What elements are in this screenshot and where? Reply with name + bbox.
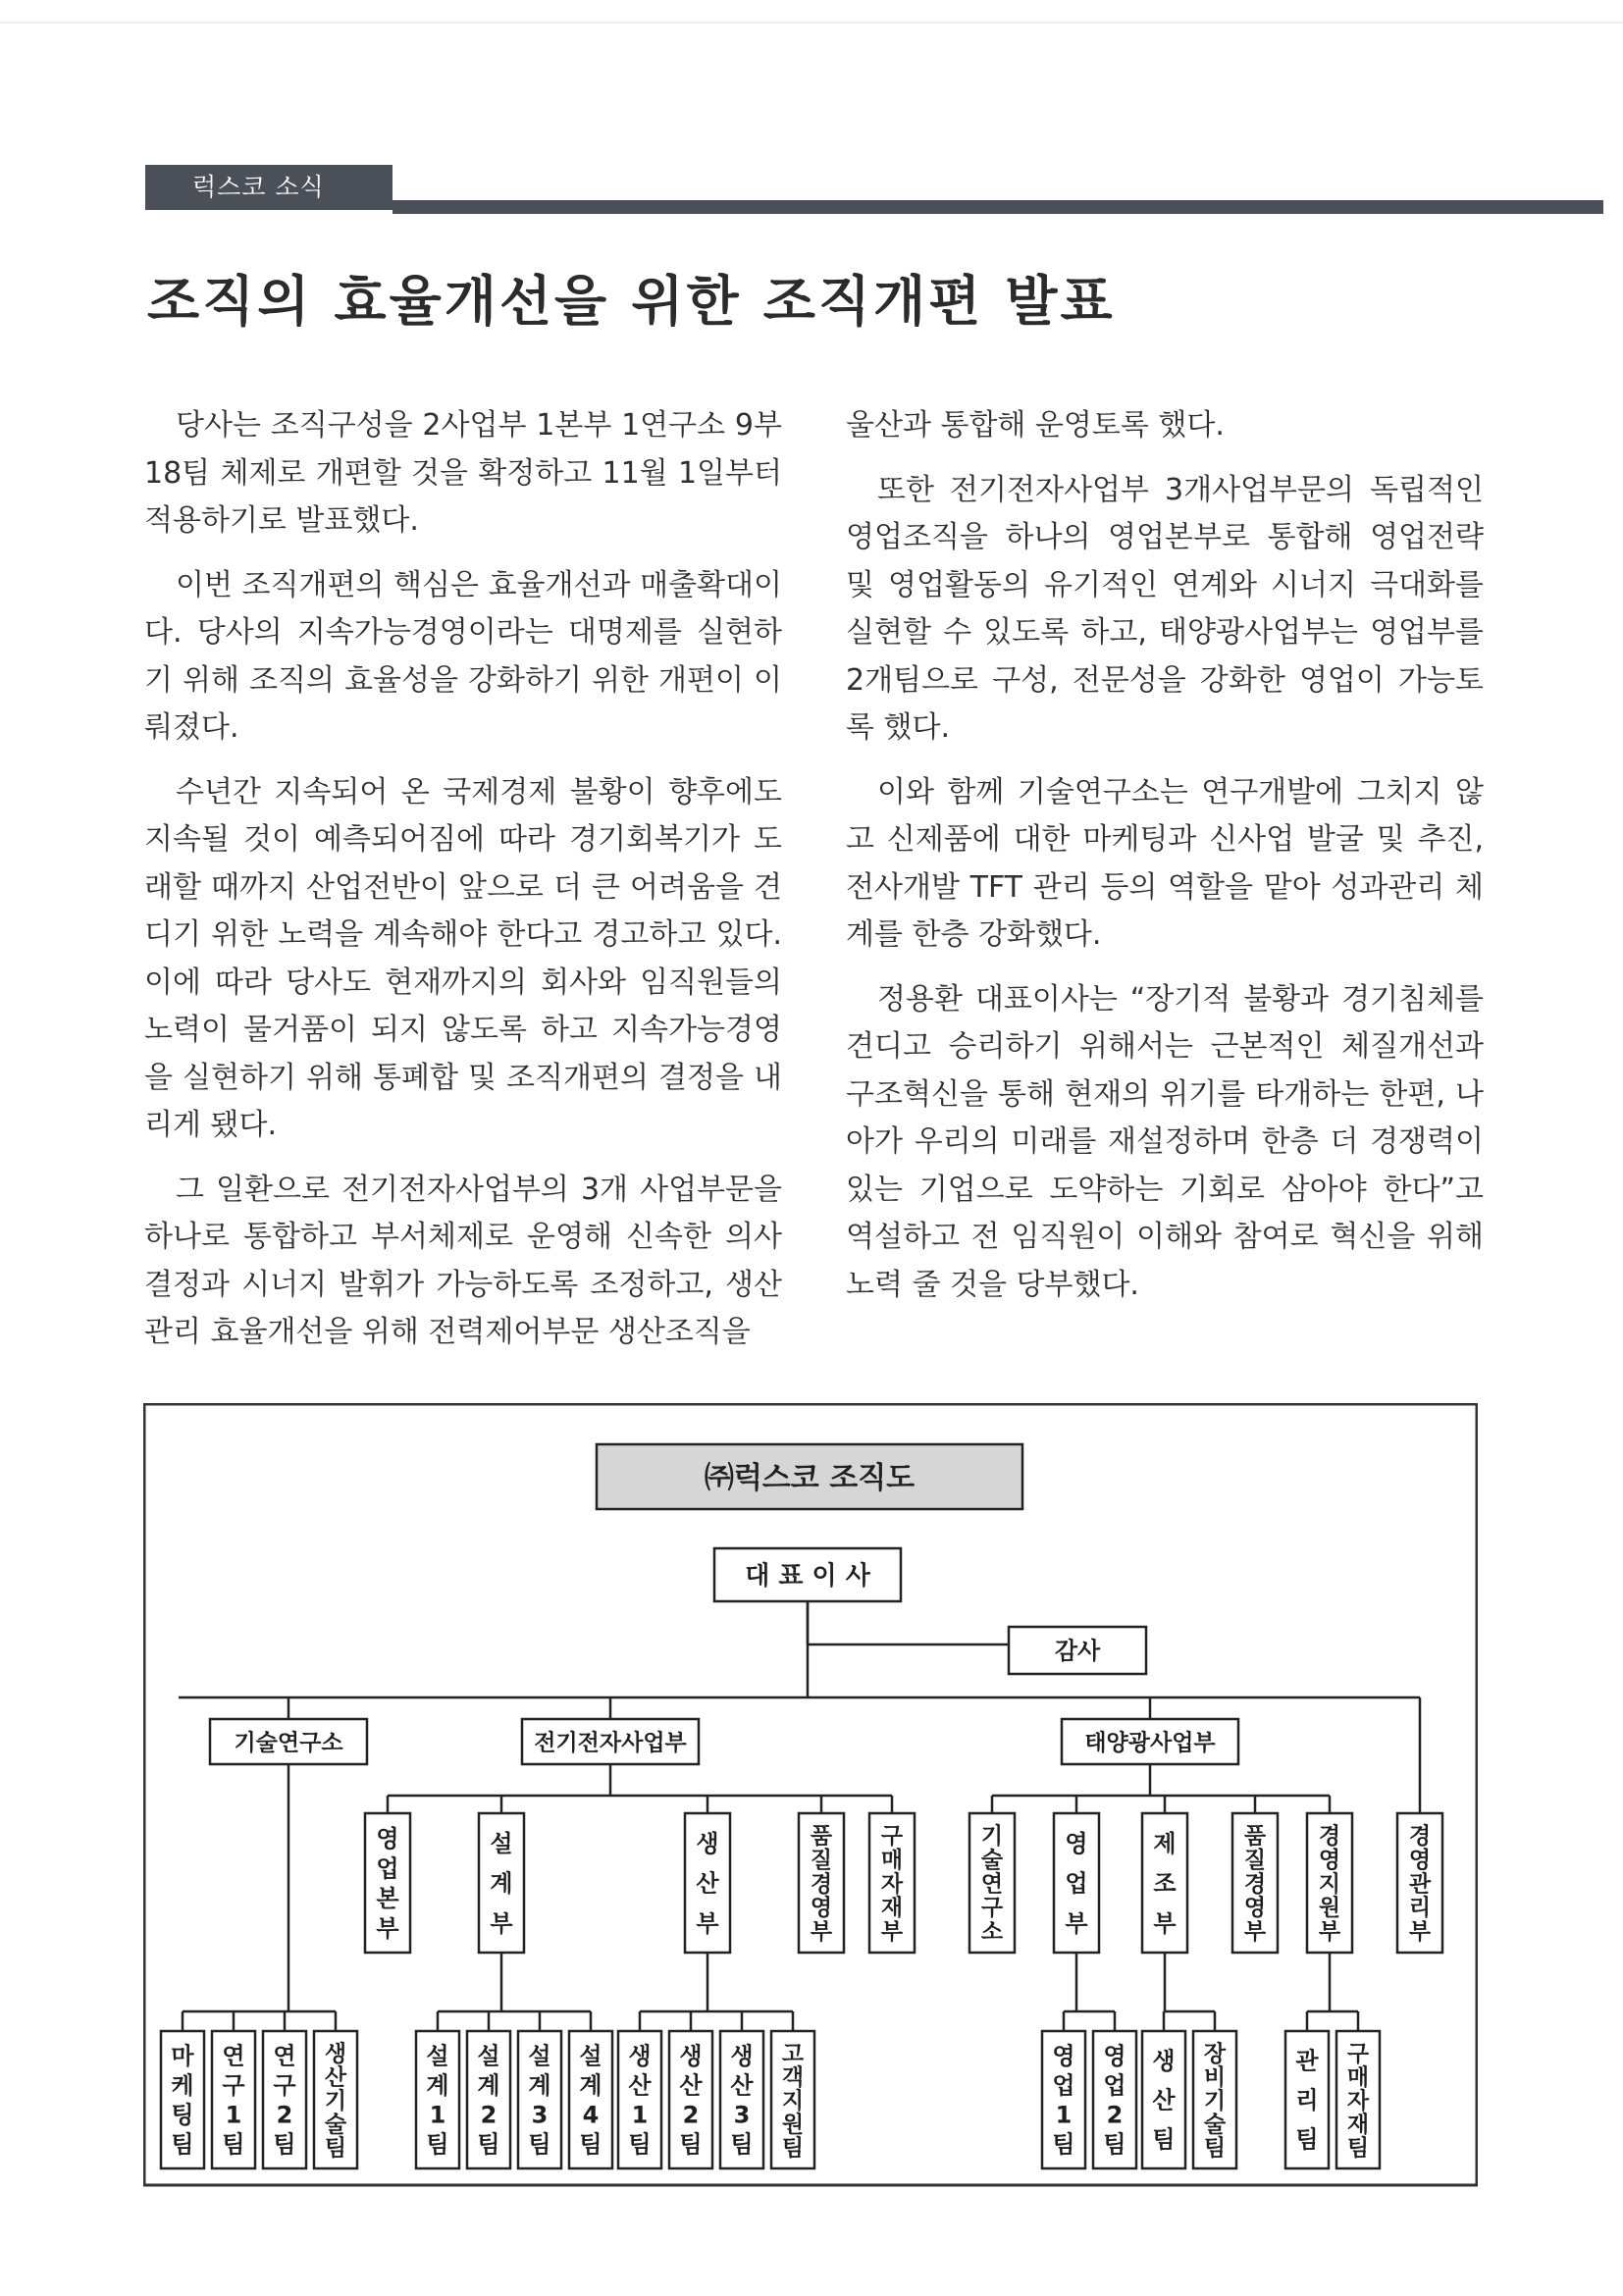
- dept-box-elec-3-label: 생 산 부: [696, 1829, 719, 1938]
- team-box-sales-2: [1093, 2031, 1136, 2168]
- team-box-lab-2: [212, 2031, 255, 2168]
- dept-box-elec-2: [479, 1813, 524, 1953]
- team-box-design-2-label: 설 계 2 팀: [477, 2042, 500, 2159]
- dept-box-management-label: 경 영 관 리 부: [1408, 1823, 1432, 1946]
- dept-box-solar-2-label: 영 업 부: [1065, 1829, 1088, 1938]
- team-box-manufacturing-1-label: 생 산 팀: [1152, 2047, 1176, 2154]
- team-box-lab-1-label: 마 케 팅 팀: [171, 2042, 194, 2159]
- dept-box-elec-1: [365, 1813, 410, 1953]
- dept-box-solar-1-label: 기 술 연 구 소: [980, 1823, 1004, 1946]
- audit-box: [1009, 1627, 1146, 1674]
- paragraph: 이와 함께 기술연구소는 연구개발에 그치지 않고 신제품에 대한 마케팅과 신사업 발굴 및 추진, 전사개발 TFT 관리 등의 역할을 맡아 성과관리 체계를 한층 강화했다.: [846, 774, 1484, 952]
- division-box-1-label: 기술연구소: [234, 1730, 343, 1756]
- team-box-design-4: [569, 2031, 612, 2168]
- team-box-production-4: [771, 2031, 814, 2168]
- division-box-3: [1062, 1719, 1238, 1764]
- team-box-design-2: [467, 2031, 510, 2168]
- team-box-production-2-label: 생 산 2 팀: [679, 2042, 703, 2159]
- dept-box-elec-2-label: 설 계 부: [490, 1829, 513, 1938]
- dept-box-solar-3-label: 제 조 부: [1153, 1829, 1177, 1938]
- team-box-design-3-label: 설 계 3 팀: [528, 2042, 551, 2159]
- dept-box-solar-1: [969, 1813, 1015, 1953]
- team-box-design-3: [518, 2031, 561, 2168]
- article-title: 조직의 효율개선을 위한 조직개편 발표: [147, 270, 1116, 333]
- paragraph: 또한 전기전자사업부 3개사업부문의 독립적인 영업조직을 하나의 영업본부로 통합해 영업전략 및 영업활동의 유기적인 연계와 시너지 극대화를 실현할 수 있도록 하고, 태양광사업부는 영업부를 2개팀으로 구성, 전문성을 강화한 영업이 가능토록 했다.: [846, 472, 1484, 745]
- paragraph: 수년간 지속되어 온 국제경제 불황이 향후에도 지속될 것이 예측되어짐에 따라 경기회복기가 도래할 때까지 산업전반이 앞으로 더 큰 어려움을 견디기 위한 노력을 계속해야 한다고 경고하고 있다. 이에 따라 당사도 현재까지의 회사와 임직원들의 노력이 물거품이 되지 않도록 하고 지속가능경영을 실현하기 위해 통폐합 및 조직개편의 결정을 내리게 됐다.: [144, 774, 782, 1142]
- team-box-sales-1-label: 영 업 1 팀: [1052, 2042, 1075, 2159]
- dept-box-elec-1-label: 영 업 본 부: [376, 1824, 399, 1943]
- team-box-design-4-label: 설 계 4 팀: [579, 2042, 602, 2159]
- paragraph: 당사는 조직구성을 2사업부 1본부 1연구소 9부 18팀 체제로 개편할 것을 확정하고 11월 1일부터 적용하기로 발표했다.: [144, 408, 782, 538]
- team-box-lab-1: [161, 2031, 204, 2168]
- team-box-lab-4-label: 생 산 기 술 팀: [324, 2041, 347, 2162]
- team-box-manufacturing-2: [1193, 2031, 1236, 2168]
- team-box-sales-2-label: 영 업 2 팀: [1103, 2042, 1126, 2159]
- team-box-production-1: [618, 2031, 661, 2168]
- team-box-design-1: [416, 2031, 459, 2168]
- dept-box-elec-4: [799, 1813, 844, 1953]
- paragraph: 이번 조직개편의 핵심은 효율개선과 매출확대이다. 당사의 지속가능경영이라는 대명제를 실현하기 위해 조직의 효율성을 강화하기 위한 개편이 이뤄졌다.: [144, 567, 782, 745]
- team-box-sales-1: [1042, 2031, 1085, 2168]
- article-column-right: [846, 402, 1484, 1326]
- team-box-support-1-label: 관 리 팀: [1295, 2047, 1319, 2154]
- team-box-support-2: [1336, 2031, 1380, 2168]
- article-column-left: [144, 402, 782, 1374]
- page-top-rule: [0, 22, 1623, 24]
- dept-box-management: [1397, 1813, 1442, 1953]
- dept-box-solar-4: [1232, 1813, 1278, 1953]
- dept-box-solar-5: [1307, 1813, 1352, 1953]
- paragraph: 그 일환으로 전기전자사업부의 3개 사업부문을 하나로 통합하고 부서체제로 운영해 신속한 의사결정과 시너지 발휘가 가능하도록 조정하고, 생산관리 효율개선을 위해 전력제어부문 생산조직을: [144, 1172, 782, 1349]
- team-box-lab-3: [263, 2031, 306, 2168]
- team-box-lab-2-label: 연 구 1 팀: [222, 2042, 245, 2159]
- dept-box-elec-5-label: 구 매 자 재 부: [880, 1823, 904, 1946]
- division-box-2-label: 전기전자사업부: [534, 1730, 687, 1756]
- team-box-lab-3-label: 연 구 2 팀: [273, 2042, 296, 2159]
- ceo-box-label: 대 표 이 사: [745, 1561, 870, 1592]
- org-chart-title: [597, 1444, 1022, 1509]
- dept-box-elec-5: [869, 1813, 915, 1953]
- team-box-production-2: [669, 2031, 712, 2168]
- ceo-box: [714, 1548, 901, 1601]
- division-box-2: [522, 1719, 699, 1764]
- paragraph: 정용환 대표이사는 “장기적 불황과 경기침체를 견디고 승리하기 위해서는 근본적인 체질개선과 구조혁신을 통해 현재의 위기를 타개하는 한편, 나아가 우리의 미래를 재설정하며 한층 더 경쟁력이 있는 기업으로 도약하는 기회로 삼아야 한다”고 역설하고 전 임직원이 이해와 참여로 혁신을 위해 노력 줄 것을 당부했다.: [846, 981, 1484, 1302]
- dept-box-solar-2: [1054, 1813, 1099, 1953]
- dept-box-solar-3: [1142, 1813, 1187, 1953]
- division-box-3-label: 태양광사업부: [1084, 1730, 1216, 1756]
- section-label: 럭스코 소식: [145, 165, 393, 210]
- team-box-production-1-label: 생 산 1 팀: [628, 2042, 652, 2159]
- team-box-production-3: [720, 2031, 763, 2168]
- org-chart: [143, 1403, 1478, 2188]
- team-box-support-2-label: 구 매 자 재 팀: [1346, 2041, 1370, 2162]
- dept-box-elec-3: [685, 1813, 730, 1953]
- dept-box-solar-4-label: 품 질 경 영 부: [1243, 1823, 1267, 1946]
- team-box-production-3-label: 생 산 3 팀: [730, 2042, 754, 2159]
- paragraph: 울산과 통합해 운영토록 했다.: [846, 408, 1225, 443]
- dept-box-solar-5-label: 경 영 지 원 부: [1318, 1823, 1341, 1946]
- section-header: [145, 165, 1603, 224]
- audit-box-label: 감사: [1054, 1637, 1101, 1665]
- team-box-support-1: [1285, 2031, 1329, 2168]
- team-box-lab-4: [314, 2031, 357, 2168]
- org-chart-title-label: ㈜럭스코 조직도: [704, 1460, 916, 1495]
- team-box-production-4-label: 고 객 지 원 팀: [781, 2041, 805, 2162]
- team-box-manufacturing-1: [1142, 2031, 1185, 2168]
- team-box-manufacturing-2-label: 장 비 기 술 팀: [1203, 2041, 1227, 2162]
- division-box-1: [210, 1719, 367, 1764]
- dept-box-elec-4-label: 품 질 경 영 부: [810, 1823, 833, 1946]
- section-rule: [393, 200, 1603, 214]
- team-box-design-1-label: 설 계 1 팀: [426, 2042, 449, 2159]
